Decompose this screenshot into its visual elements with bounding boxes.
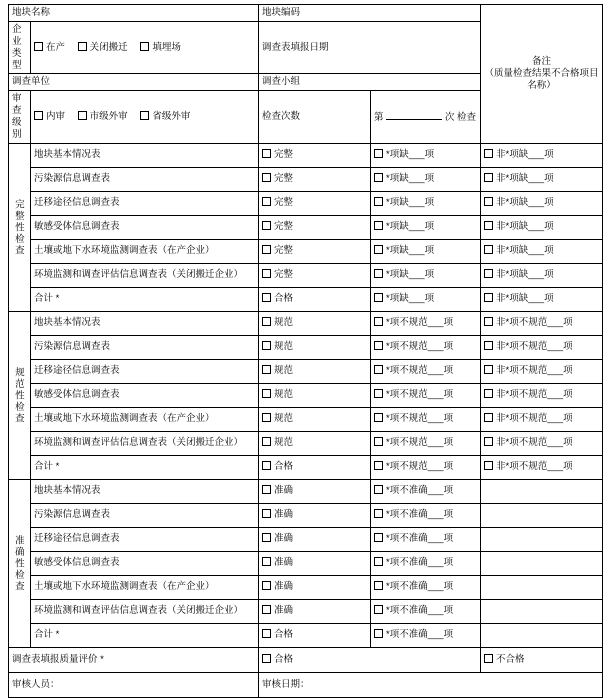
row-option-2[interactable]: *项缺___项 [371,239,481,263]
check-count-label: 检查次数 [259,91,371,144]
row-option-2[interactable]: *项缺___项 [371,263,481,287]
row-label: 地块基本情况表 [31,479,259,503]
row-label: 迁移途径信息调查表 [31,359,259,383]
row-option-3 [481,503,603,527]
row-option-2[interactable]: *项不规范___项 [371,431,481,455]
row-option-3 [481,575,603,599]
table-row [9,335,603,359]
checkbox-icon[interactable] [262,389,271,398]
row-option-1[interactable]: 规范 [259,431,371,455]
checkbox-icon[interactable] [374,245,383,254]
checkbox-icon[interactable] [374,293,383,302]
row-label: 土壤或地下水环境监测调查表（在产企业） [31,407,259,431]
checkbox-icon[interactable] [374,533,383,542]
row-option-2[interactable]: *项缺___项 [371,167,481,191]
row-label: 环境监测和调查评估信息调查表（关闭搬迁企业） [31,263,259,287]
checkbox-icon[interactable] [374,485,383,494]
checkbox-icon[interactable] [262,293,271,302]
checkbox-icon[interactable] [374,317,383,326]
checkbox-icon[interactable] [374,437,383,446]
checkbox-icon[interactable] [374,461,383,470]
row-option-3 [481,479,603,503]
checkbox-icon[interactable] [262,581,271,590]
checkbox-icon[interactable] [262,365,271,374]
section-label-accuracy: 准确性检查 [9,479,31,647]
checkbox-icon[interactable] [78,111,87,120]
remark-subtitle: （质量检查结果不合格项目名称） [484,67,599,91]
row-option-1[interactable]: 完整 [259,167,371,191]
row-option-3[interactable]: 非*项缺___项 [481,287,603,311]
row-label: 敏感受体信息调查表 [31,551,259,575]
check-count-blank[interactable] [386,110,442,120]
row-option-1[interactable]: 准确 [259,527,371,551]
checkbox-icon[interactable] [262,413,271,422]
row-option-1[interactable]: 合格 [259,623,371,647]
row-option-1[interactable]: 准确 [259,575,371,599]
checkbox-icon[interactable] [262,437,271,446]
checkbox-icon[interactable] [262,149,271,158]
enterprise-type-option-0[interactable]: 在产 [34,42,65,54]
row-option-1[interactable]: 规范 [259,359,371,383]
checkbox-icon[interactable] [262,605,271,614]
row-label: 迁移途径信息调查表 [31,191,259,215]
footer-row [9,672,603,697]
checkbox-icon[interactable] [262,173,271,182]
row-option-3[interactable]: 非*项不规范___项 [481,311,603,335]
checkbox-icon[interactable] [262,197,271,206]
row-label: 污染源信息调查表 [31,503,259,527]
row-option-1[interactable]: 完整 [259,215,371,239]
checkbox-icon[interactable] [78,42,87,51]
checkbox-icon[interactable] [484,365,493,374]
row-option-3[interactable]: 非*项不规范___项 [481,407,603,431]
checkbox-icon[interactable] [262,461,271,470]
row-label: 污染源信息调查表 [31,335,259,359]
checkbox-icon[interactable] [374,605,383,614]
row-option-2[interactable]: *项不规范___项 [371,311,481,335]
checkbox-icon[interactable] [262,557,271,566]
table-row [9,383,603,407]
checkbox-icon[interactable] [374,173,383,182]
row-option-3[interactable]: 非*项缺___项 [481,167,603,191]
checkbox-icon[interactable] [262,654,271,663]
row-label: 污染源信息调查表 [31,167,259,191]
checkbox-icon[interactable] [374,269,383,278]
row-label: 合计 * [31,455,259,479]
checkbox-icon[interactable] [262,485,271,494]
checkbox-icon[interactable] [484,413,493,422]
checkbox-icon[interactable] [374,413,383,422]
table-row [9,503,603,527]
table-row [9,167,603,191]
row-option-2[interactable]: *项缺___项 [371,215,481,239]
row-option-3[interactable]: 非*项缺___项 [481,191,603,215]
checkbox-icon[interactable] [34,111,43,120]
row-option-3 [481,527,603,551]
checkbox-icon[interactable] [262,269,271,278]
row-option-1[interactable]: 合格 [259,287,371,311]
review-date-label: 审核日期： [259,672,603,697]
row-option-2[interactable]: *项不准确___项 [371,623,481,647]
table-row-total [9,623,603,647]
checkbox-icon[interactable] [374,509,383,518]
review-level-options [31,91,259,144]
review-level-label: 审查级别 [9,91,31,144]
row-option-1[interactable]: 准确 [259,599,371,623]
row-label: 合计 * [31,623,259,647]
checkbox-icon[interactable] [262,245,271,254]
row-label: 迁移途径信息调查表 [31,527,259,551]
table-row [9,359,603,383]
row-label: 土壤或地下水环境监测调查表（在产企业） [31,575,259,599]
reviewer-label: 审核人员： [9,672,259,697]
checkbox-icon[interactable] [484,221,493,230]
checkbox-icon[interactable] [262,221,271,230]
evaluation-option-fail[interactable]: 不合格 [481,647,603,672]
evaluation-row [9,647,603,672]
row-option-1[interactable]: 规范 [259,311,371,335]
table-row [9,575,603,599]
row-option-2[interactable]: *项不规范___项 [371,455,481,479]
enterprise-type-options [31,21,259,74]
checkbox-icon[interactable] [484,173,493,182]
row-option-3[interactable]: 非*项缺___项 [481,239,603,263]
review-level-option-1[interactable]: 市级外审 [78,111,128,123]
row-option-3 [481,599,603,623]
table-row [9,431,603,455]
checkbox-icon[interactable] [374,341,383,350]
checkbox-icon[interactable] [484,461,493,470]
row-option-1[interactable]: 合格 [259,455,371,479]
checkbox-icon[interactable] [140,42,149,51]
row-option-2[interactable]: *项不准确___项 [371,575,481,599]
checkbox-icon[interactable] [374,221,383,230]
remark-title: 备注 [532,56,552,68]
table-row [9,311,603,335]
checkbox-icon[interactable] [374,557,383,566]
row-label: 敏感受体信息调查表 [31,383,259,407]
survey-unit-label: 调查单位 [9,74,259,91]
evaluation-option-pass[interactable]: 合格 [259,647,481,672]
checkbox-icon[interactable] [262,341,271,350]
row-option-1[interactable]: 准确 [259,503,371,527]
row-option-3[interactable]: 非*项不规范___项 [481,335,603,359]
survey-form-fill-date-label: 调查表填报日期 [259,21,481,74]
checkbox-icon[interactable] [374,149,383,158]
table-row [9,239,603,263]
row-option-2[interactable]: *项不准确___项 [371,599,481,623]
checkbox-icon[interactable] [262,533,271,542]
enterprise-type-label: 企业类型 [9,21,31,74]
checkbox-icon[interactable] [34,42,43,51]
checkbox-icon[interactable] [484,245,493,254]
row-label: 地块基本情况表 [31,311,259,335]
row-option-3 [481,551,603,575]
row-option-3[interactable]: 非*项不规范___项 [481,455,603,479]
row-option-2[interactable]: *项不准确___项 [371,479,481,503]
row-option-3[interactable]: 非*项不规范___项 [481,431,603,455]
checkbox-icon[interactable] [484,149,493,158]
checkbox-icon[interactable] [140,111,149,120]
row-option-3[interactable]: 非*项缺___项 [481,263,603,287]
row-option-2[interactable]: *项缺___项 [371,287,481,311]
row-option-1[interactable]: 完整 [259,143,371,167]
checkbox-icon[interactable] [484,654,493,663]
table-row [9,191,603,215]
review-level-option-0[interactable]: 内审 [34,111,65,123]
table-row [9,143,603,167]
row-option-3 [481,623,603,647]
row-label: 敏感受体信息调查表 [31,215,259,239]
review-level-option-2[interactable]: 省级外审 [140,111,190,123]
row-option-2[interactable]: *项不准确___项 [371,503,481,527]
site-code-label: 地块编码 [259,5,481,22]
row-label: 环境监测和调查评估信息调查表（关闭搬迁企业） [31,599,259,623]
checkbox-icon[interactable] [484,293,493,302]
remark-cell [481,5,603,144]
row-option-1[interactable]: 准确 [259,551,371,575]
survey-group-label: 调查小组 [259,74,481,91]
checkbox-icon[interactable] [484,437,493,446]
table-row [9,215,603,239]
table-row-total [9,455,603,479]
table-row [9,527,603,551]
row-option-1[interactable]: 准确 [259,479,371,503]
row-label: 环境监测和调查评估信息调查表（关闭搬迁企业） [31,431,259,455]
table-row [9,479,603,503]
row-option-3[interactable]: 非*项缺___项 [481,143,603,167]
checkbox-icon[interactable] [484,197,493,206]
row-option-2[interactable]: *项不规范___项 [371,335,481,359]
row-option-2[interactable]: *项缺___项 [371,143,481,167]
section-label-completeness: 完整性检查 [9,143,31,311]
row-label: 合计 * [31,287,259,311]
checkbox-icon[interactable] [262,509,271,518]
row-option-2[interactable]: *项不准确___项 [371,551,481,575]
checkbox-icon[interactable] [374,197,383,206]
row-option-1[interactable]: 完整 [259,239,371,263]
table-row [9,407,603,431]
checkbox-icon[interactable] [484,269,493,278]
site-name-label: 地块名称 [9,5,259,22]
quality-check-form-table [8,4,603,698]
row-option-2[interactable]: *项不规范___项 [371,407,481,431]
checkbox-icon[interactable] [262,317,271,326]
checkbox-icon[interactable] [374,389,383,398]
row-option-1[interactable]: 完整 [259,263,371,287]
row-option-1[interactable]: 规范 [259,407,371,431]
row-option-2[interactable]: *项不规范___项 [371,359,481,383]
row-option-1[interactable]: 规范 [259,335,371,359]
checkbox-icon[interactable] [484,341,493,350]
table-row [9,551,603,575]
section-label-standardization: 规范性检查 [9,311,31,479]
row-option-1[interactable]: 规范 [259,383,371,407]
checkbox-icon[interactable] [374,365,383,374]
table-row-total [9,287,603,311]
row-option-2[interactable]: *项缺___项 [371,191,481,215]
row-option-2[interactable]: *项不准确___项 [371,527,481,551]
checkbox-icon[interactable] [374,581,383,590]
row-label: 地块基本情况表 [31,143,259,167]
checkbox-icon[interactable] [262,629,271,638]
row-option-2[interactable]: *项不规范___项 [371,383,481,407]
enterprise-type-option-1[interactable]: 关闭搬迁 [78,42,128,54]
row-option-1[interactable]: 完整 [259,191,371,215]
evaluation-label: 调查表填报质量评价 * [9,647,259,672]
checkbox-icon[interactable] [484,389,493,398]
checkbox-icon[interactable] [374,629,383,638]
row-option-3[interactable]: 非*项缺___项 [481,215,603,239]
checkbox-icon[interactable] [484,317,493,326]
row-option-3[interactable]: 非*项不规范___项 [481,383,603,407]
row-label: 土壤或地下水环境监测调查表（在产企业） [31,239,259,263]
enterprise-type-option-2[interactable]: 填埋场 [140,42,181,54]
header-row-site-name [9,5,603,22]
table-row [9,599,603,623]
row-option-3[interactable]: 非*项不规范___项 [481,359,603,383]
table-row [9,263,603,287]
check-count-value[interactable]: 第 次 检查 [371,91,481,144]
